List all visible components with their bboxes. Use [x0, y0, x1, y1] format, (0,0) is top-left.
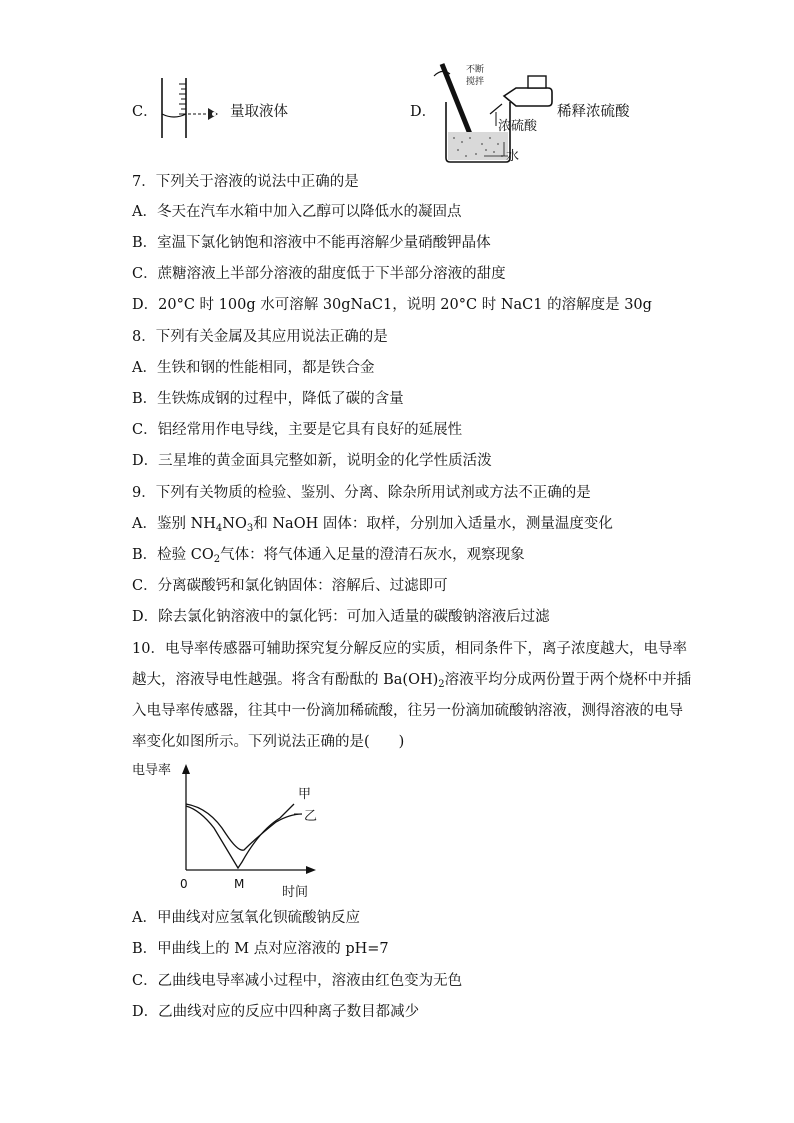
- series-jia-label: 甲: [298, 787, 312, 802]
- stir-label-2: 搅拌: [466, 77, 485, 87]
- q9-stem: 9．下列有关物质的检验、鉴别、分离、除杂所用试剂或方法不正确的是: [132, 485, 591, 501]
- q7-option-b: B．室温下氯化钠饱和溶液中不能再溶解少量硝酸钾晶体: [132, 235, 491, 251]
- option-c-letter: C．: [132, 104, 158, 120]
- q7-stem: 7．下列关于溶液的说法中正确的是: [132, 174, 359, 190]
- option-c-caption: 量取液体: [230, 104, 288, 120]
- x-axis-arrow: [306, 866, 316, 874]
- q8-option-d: D．三星堆的黄金面具完整如新，说明金的化学性质活泼: [132, 453, 492, 469]
- q8-option-c: C．铝经常用作电导线，主要是它具有良好的延展性: [132, 422, 463, 438]
- option-d-caption: 稀释浓硫酸: [557, 104, 630, 120]
- chart-origin-label: 0: [180, 877, 188, 891]
- q9-option-b: B．检验 $CO_2$气体：将气体通入足量的澄清石灰水，观察现象: [132, 547, 525, 565]
- option-d-letter: D．: [410, 104, 437, 120]
- q8-option-a: A．生铁和钢的性能相同，都是铁合金: [132, 360, 375, 376]
- q9-option-a: A．鉴别 $NH_4NO_3$和 NaOH 固体：取样，分别加入适量水，测量温度变化: [132, 516, 613, 534]
- q10-option-b: B．甲曲线上的 M 点对应溶液的 pH=7: [132, 941, 389, 957]
- q9-option-d: D．除去氯化钠溶液中的氯化钙：可加入适量的碳酸钠溶液后过滤: [132, 609, 550, 625]
- series-yi-label: 乙: [304, 809, 318, 824]
- series-jia-line: [186, 804, 294, 868]
- water-label: 水: [506, 149, 520, 164]
- acid-label: 浓硫酸: [498, 119, 538, 134]
- q10-stem-line-1: 10．电导率传感器可辅助探究复分解反应的实质，相同条件下，离子浓度越大，电导率: [132, 641, 687, 657]
- q10-stem-line-2: 越大，溶液导电性越强。将含有酚酞的 $Ba(OH)_2$溶液平均分成两份置于两个烧杯中并插: [132, 672, 692, 690]
- chart-ylabel: 电导率: [132, 763, 172, 778]
- q7-option-a: A．冬天在汽车水箱中加入乙醇可以降低水的凝固点: [132, 204, 462, 220]
- y-axis-arrow: [182, 764, 190, 774]
- q7-option-d: D．20°C 时 100g 水可溶解 30gNaC1，说明 20°C 时 NaC1 的溶解度是 30g: [132, 297, 652, 313]
- dilution-beaker-figure: [432, 62, 557, 166]
- chart-x-tick-m: M: [234, 877, 245, 891]
- chart-xlabel: 时间: [282, 885, 309, 900]
- q8-option-b: B．生铁炼成钢的过程中，降低了碳的含量: [132, 391, 404, 407]
- cd-options-row: [0, 62, 794, 172]
- q8-stem: 8．下列有关金属及其应用说法正确的是: [132, 329, 388, 345]
- q10-stem-line-4: 率变化如图所示。下列说法正确的是( ): [132, 734, 405, 750]
- q10-stem-line-3: 入电导率传感器，往其中一份滴加稀硫酸，往另一份滴加硫酸钠溶液，测得溶液的电导: [132, 703, 683, 719]
- graduated-cylinder-figure: [152, 74, 232, 140]
- q10-option-a: A．甲曲线对应氢氧化钡硫酸钠反应: [132, 910, 360, 926]
- q10-option-c: C．乙曲线电导率减小过程中，溶液由红色变为无色: [132, 973, 463, 989]
- series-yi-line: [186, 804, 302, 850]
- stir-label-1: 不断: [466, 65, 485, 75]
- q7-option-c: C．蔗糖溶液上半部分溶液的甜度低于下半部分溶液的甜度: [132, 266, 506, 282]
- q10-option-d: D．乙曲线对应的反应中四种离子数目都减少: [132, 1004, 420, 1020]
- q9-option-c: C．分离碳酸钙和氯化钠固体：溶解后、过滤即可: [132, 578, 448, 594]
- conductivity-chart: [130, 758, 330, 900]
